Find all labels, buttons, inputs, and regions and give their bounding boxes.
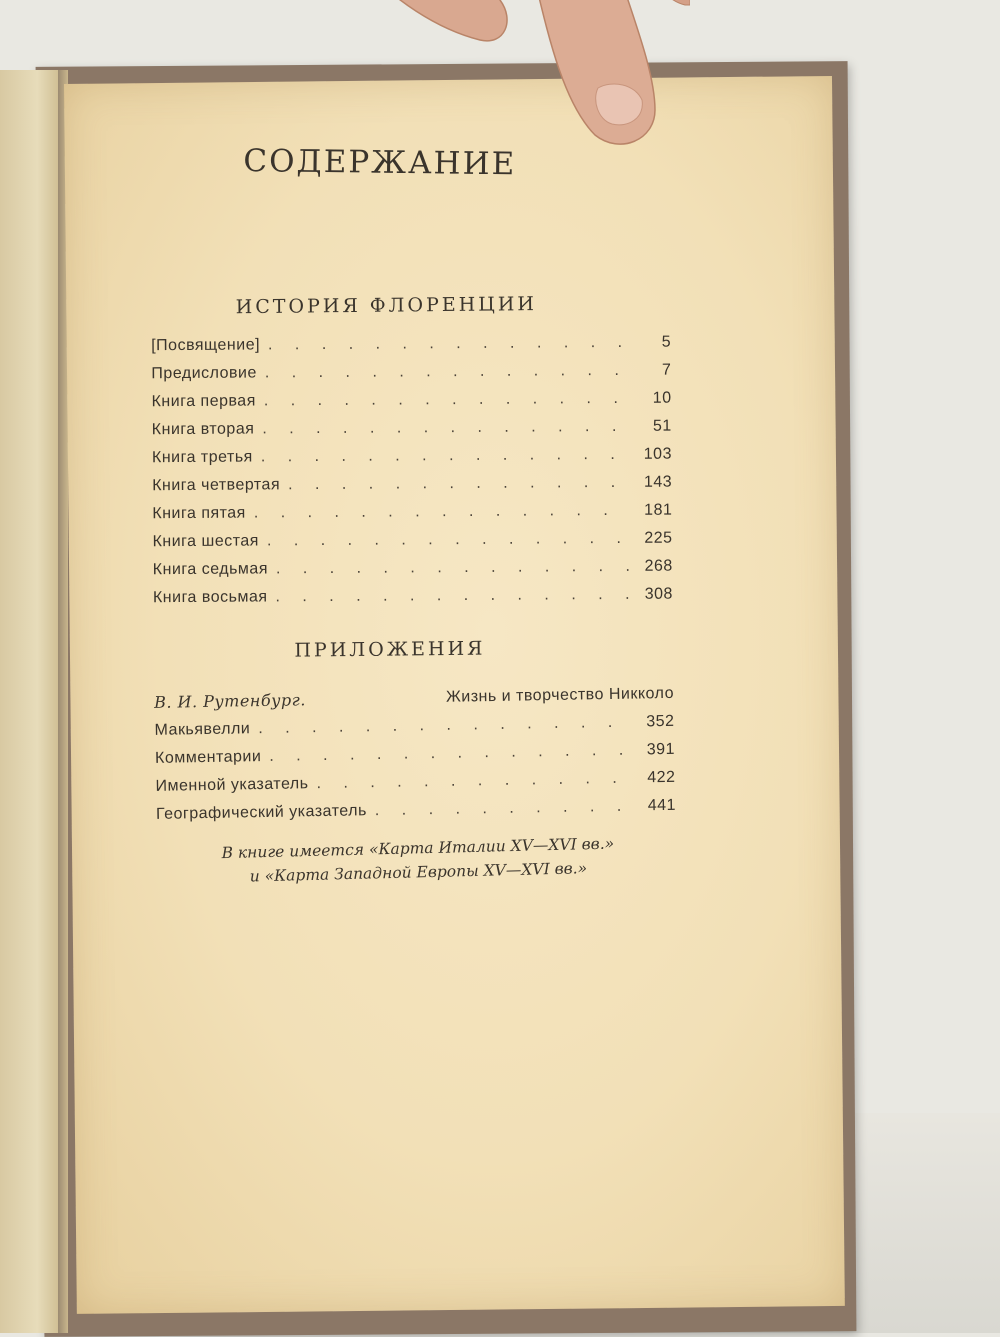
toc-entry [151,329,671,361]
toc-leader-dots [288,469,628,499]
toc-entry-page: 51 [652,417,672,435]
toc-leader-dots [276,553,629,583]
toc-entry [152,497,672,529]
toc-entry [152,441,672,473]
essay-title-line2: Макьявелли [154,720,251,739]
maps-note-line1: В книге имеется «Карта Италии XV—XVI вв.» [221,834,615,863]
toc-leader-dots [261,441,628,472]
toc-main-list [151,329,673,613]
toc-entry-label: Географический указатель [155,802,367,823]
toc-entry-page: 441 [647,796,677,815]
toc-entry [153,581,673,613]
toc-entry [153,553,673,585]
maps-note-line2: и «Карта Западной Европы XV—XVI вв.» [249,859,588,886]
toc-entry-label: Предисловие [151,364,257,383]
toc-entry-label: Книга пятая [152,504,246,523]
toc-leader-dots [375,793,633,825]
toc-leader-dots [275,581,629,611]
toc-entry-label: [Посвящение] [151,336,261,355]
toc-entry-page: 103 [643,445,673,463]
toc-entry-page: 181 [644,501,673,519]
toc-entry-label: Именной указатель [155,775,309,795]
toc-entry-label: Книга первая [151,392,256,411]
left-page-edge [0,70,63,1333]
toc-leader-dots [265,357,628,388]
toc-entry-label: Книга седьмая [152,560,269,579]
toc-entry-essay [154,680,675,745]
toc-entry-page: 225 [644,529,673,547]
toc-appendix-list [154,680,676,829]
toc-entry [152,469,672,501]
toc-entry-page: 352 [646,712,675,731]
toc-entry [151,385,671,417]
toc-entry-page: 391 [646,740,676,759]
toc-entry [151,357,671,389]
toc-entry-page: 143 [643,473,673,491]
page-title: СОДЕРЖАНИЕ [243,143,517,183]
toc-entry-label: Книга третья [151,448,253,467]
finger-icon [360,0,507,41]
toc-leader-dots [264,385,628,416]
toc-entry-label: Книга вторая [151,420,255,439]
toc-entry-page: 308 [644,585,673,603]
contents-page [64,76,845,1314]
toc-entry-page: 10 [652,389,672,407]
toc-leader-dots [267,525,629,556]
toc-entry-page: 268 [644,557,673,575]
essay-title-line1: Жизнь и творчество Никколо [445,684,675,706]
essay-author: В. И. Рутенбург. [153,690,306,712]
toc-entry-page: 7 [661,361,672,379]
toc-entry-label: Книга восьмая [152,588,268,607]
toc-entry-label: Книга четвертая [152,476,281,495]
finger-icon [648,0,690,5]
toc-leader-dots [254,497,629,528]
toc-leader-dots [268,329,627,360]
toc-leader-dots [262,413,628,444]
toc-entry-page: 422 [647,768,676,787]
toc-entry [152,413,672,445]
section-heading-appendices: ПРИЛОЖЕНИЯ [294,637,486,662]
section-heading-history: ИСТОРИЯ ФЛОРЕНЦИИ [235,293,538,319]
maps-note [188,831,649,890]
toc-entry-page: 5 [661,333,672,351]
toc-entry-label: Комментарии [154,748,262,767]
toc-entry [152,525,672,557]
toc-entry-label: Книга шестая [152,532,259,551]
